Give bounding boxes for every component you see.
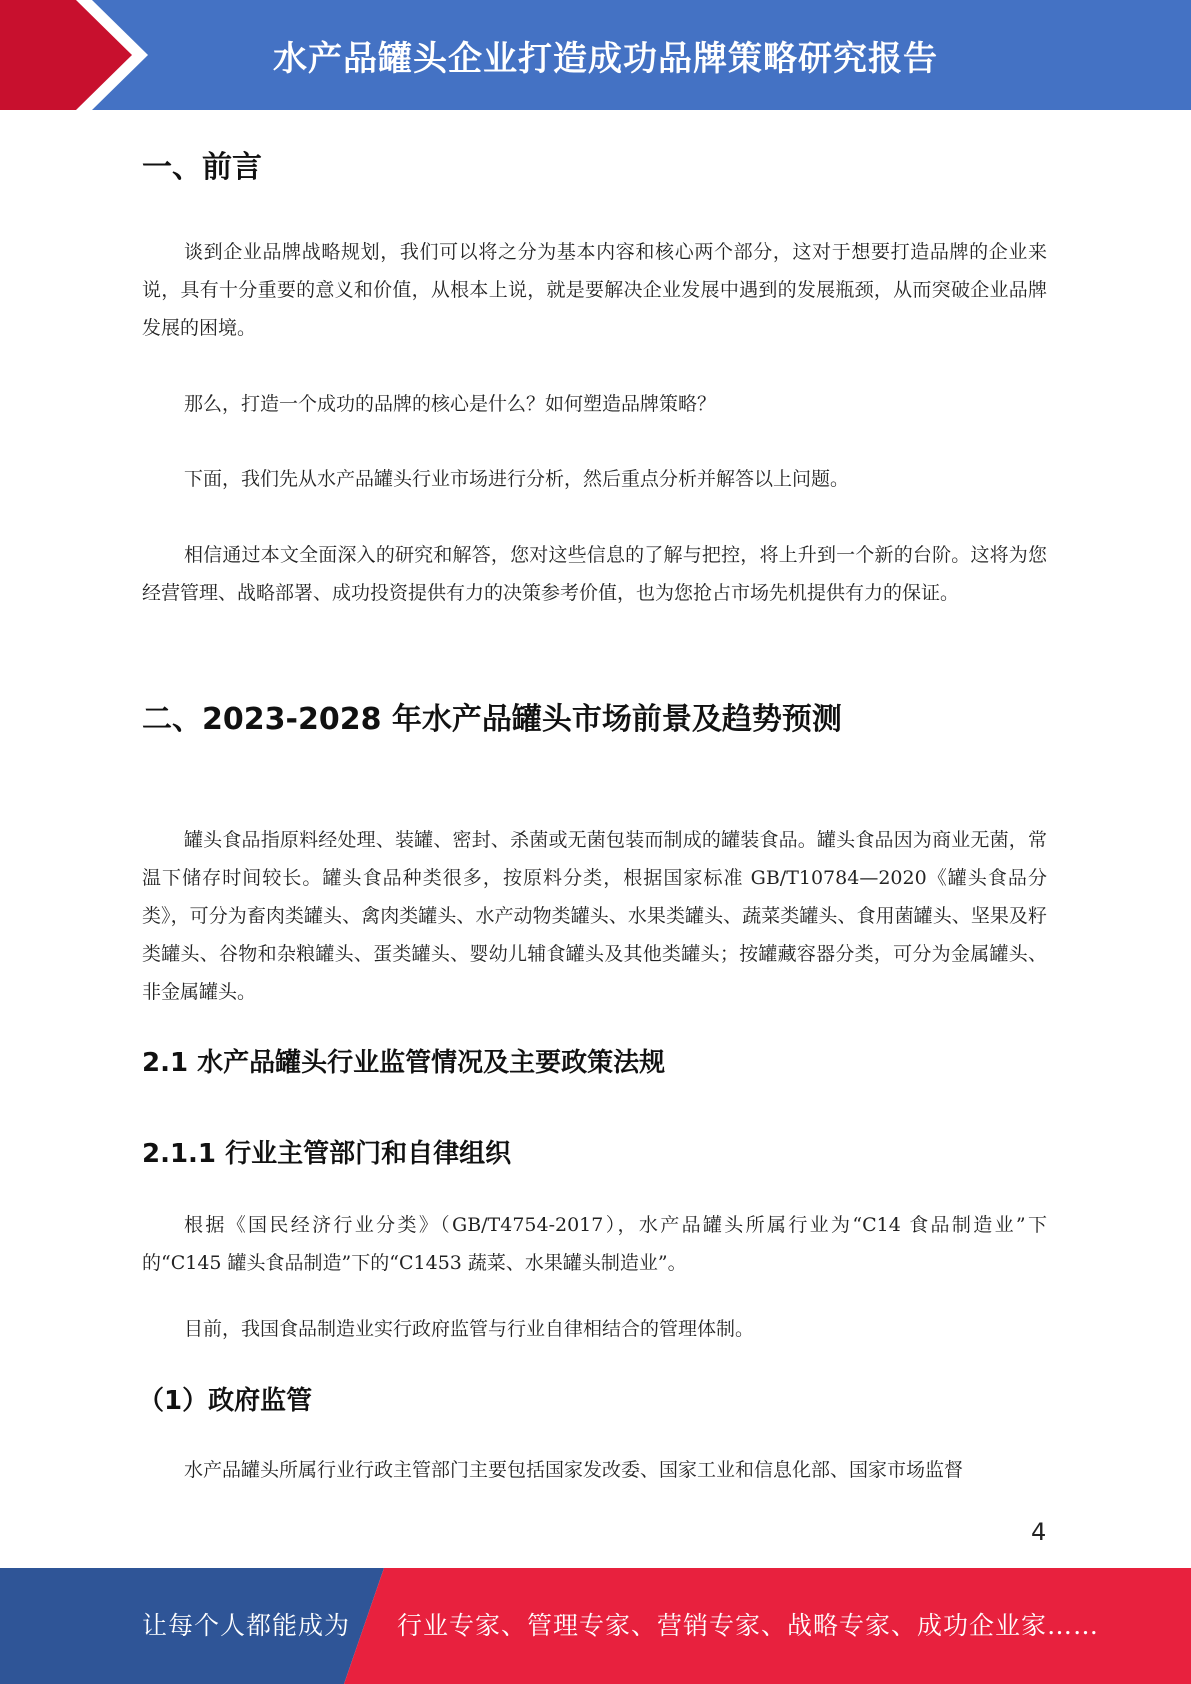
section-heading-preface: 一、前言 [142, 150, 262, 185]
paragraph: 根据《国民经济行业分类》（GB/T4754-2017），水产品罐头所属行业为“C14 食品制造业”下的“C145 罐头食品制造”下的“C1453 蔬菜、水果罐头制造业”。 [142, 1214, 1047, 1274]
paragraph: 谈到企业品牌战略规划，我们可以将之分为基本内容和核心两个部分，这对于想要打造品牌的企业来说，具有十分重要的意义和价值，从根本上说，就是要解决企业发展中遇到的发展瓶颈，从而突破企业品牌发展的困境。 [142, 241, 1047, 339]
paragraph: 水产品罐头所属行业行政主管部门主要包括国家发改委、国家工业和信息化部、国家市场监督 [184, 1459, 964, 1481]
paragraph: 罐头食品指原料经处理、装罐、密封、杀菌或无菌包装而制成的罐装食品。罐头食品因为商业无菌，常温下储存时间较长。罐头食品种类很多，按原料分类，根据国家标准 GB/T10784—2020《罐头食品分类》，可分为畜肉类罐头、禽肉类罐头、水产动物类罐头、水果类罐头、蔬菜类罐头、食用菌罐头、坚果及籽类罐头、谷物和杂粮罐头、蛋类罐头、婴幼儿辅食罐头及其他类罐头；按罐藏容器分类，可分为金属罐头、非金属罐头。 [142, 829, 1047, 1003]
item-heading-government-supervision: （1）政府监管 [138, 1386, 313, 1416]
footer-slogan-left: 让每个人都能成为 [142, 1611, 351, 1640]
footer-slogan-right: 行业专家、管理专家、营销专家、战略专家、成功企业家…… [397, 1611, 1100, 1640]
page-number: 4 [1031, 1518, 1047, 1546]
paragraph: 下面，我们先从水产品罐头行业市场进行分析，然后重点分析并解答以上问题。 [184, 468, 850, 490]
header-chevron-icon [0, 0, 160, 110]
paragraph: 相信通过本文全面深入的研究和解答，您对这些信息的了解与把控，将上升到一个新的台阶。这将为您经营管理、战略部署、成功投资提供有力的决策参考价值，也为您抢占市场先机提供有力的保证。 [142, 544, 1047, 604]
paragraph: 那么，打造一个成功的品牌的核心是什么？如何塑造品牌策略？ [184, 393, 717, 415]
paragraph: 目前，我国食品制造业实行政府监管与行业自律相结合的管理体制。 [184, 1318, 755, 1340]
footer-band [0, 1568, 1191, 1684]
report-title: 水产品罐头企业打造成功品牌策略研究报告 [273, 38, 938, 79]
header-band [0, 0, 1191, 110]
subsubsection-heading-authorities: 2.1.1 行业主管部门和自律组织 [142, 1139, 512, 1169]
section-heading-market-forecast: 二、2023-2028 年水产品罐头市场前景及趋势预测 [142, 702, 842, 737]
subsection-heading-regulation: 2.1 水产品罐头行业监管情况及主要政策法规 [142, 1048, 666, 1078]
